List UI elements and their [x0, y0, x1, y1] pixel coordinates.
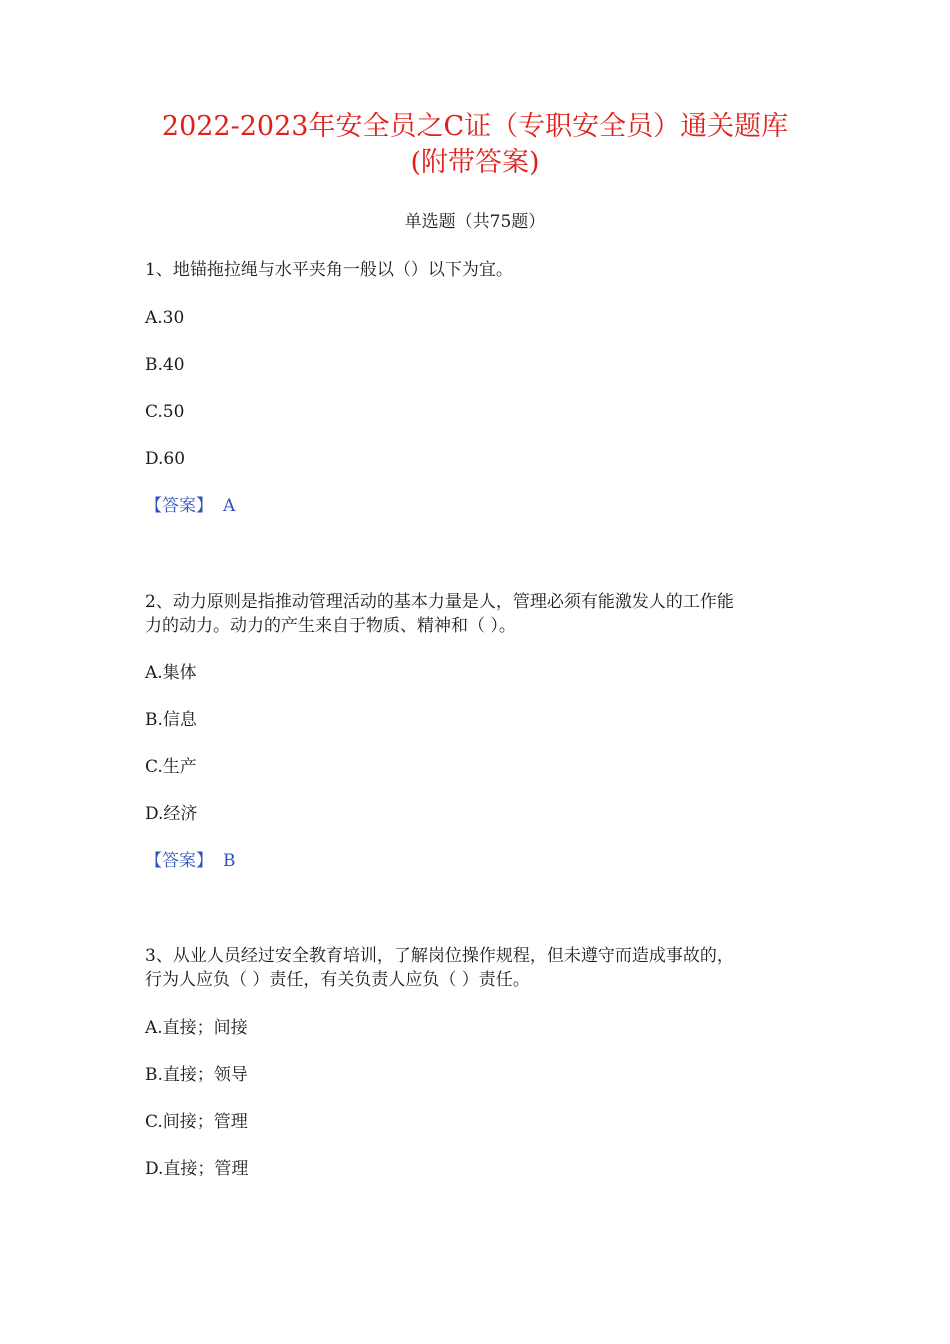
option-d: D.经济 [145, 804, 198, 824]
option-d: D.60 [145, 449, 186, 469]
option-a: A.30 [145, 308, 185, 328]
option-b: B.信息 [145, 710, 197, 730]
option-c: C.50 [145, 402, 185, 422]
answer-label: 【答案】 [145, 496, 213, 516]
question-stem-line-1: 2、动力原则是指推动管理活动的基本力量是人，管理必须有能激发人的工作能 [145, 592, 734, 612]
option-a: A.直接；间接 [145, 1018, 248, 1038]
option-c: C.间接；管理 [145, 1112, 248, 1132]
option-b: B.直接；领导 [145, 1065, 248, 1085]
question-stem: 1、地锚拖拉绳与水平夹角一般以（）以下为宜。 [145, 260, 513, 280]
question-stem-line-2: 力的动力。动力的产生来自于物质、精神和（ ）。 [145, 616, 516, 636]
section-header: 单选题（共75题） [404, 212, 546, 232]
question-stem-line-2: 行为人应负（ ）责任，有关负责人应负（ ）责任。 [145, 970, 530, 990]
answer-line [145, 849, 236, 873]
document-title-line-1: 2022-2023年安全员之C证（专职安全员）通关题库 [161, 111, 789, 142]
answer-line [145, 494, 235, 518]
option-b: B.40 [145, 355, 185, 375]
question-stem-line-1: 3、从业人员经过安全教育培训，了解岗位操作规程，但未遵守而造成事故的， [145, 946, 734, 966]
option-c: C.生产 [145, 757, 197, 777]
answer-label: 【答案】 [145, 851, 213, 871]
answer-value: B [223, 851, 236, 871]
answer-value: A [223, 496, 236, 516]
option-a: A.集体 [145, 663, 197, 683]
option-d: D.直接；管理 [145, 1159, 249, 1179]
document-title-line-2: (附带答案) [410, 147, 540, 178]
